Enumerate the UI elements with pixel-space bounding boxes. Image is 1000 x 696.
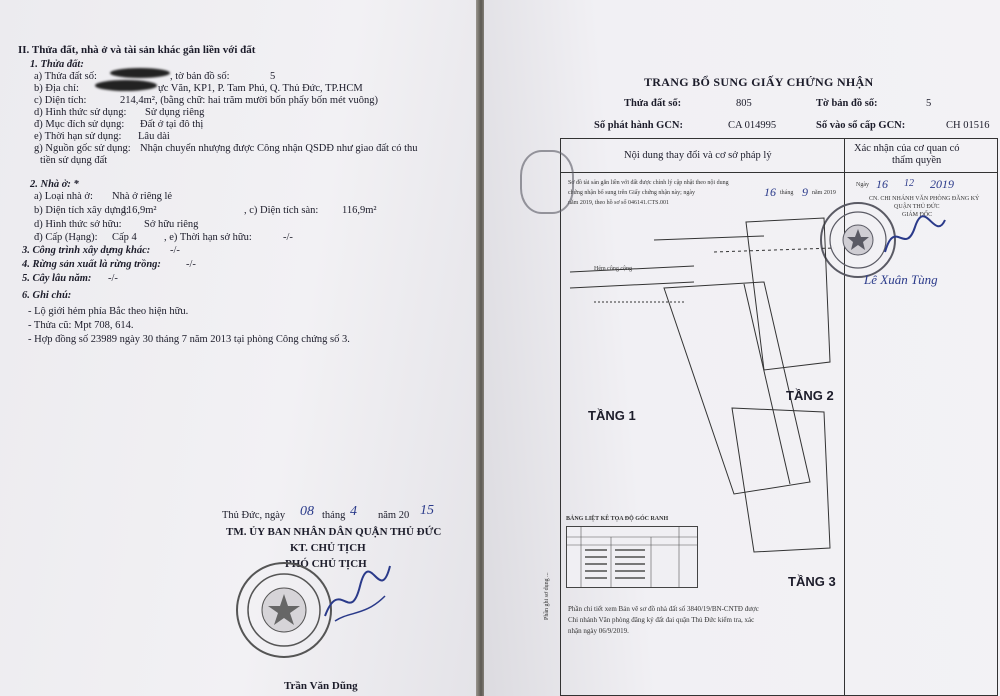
house-dd-value: Cấp 4 [112, 232, 137, 243]
house-a-label: a) Loại nhà ở: [34, 191, 93, 202]
land-dd-label: đ) Mục đích sử dụng: [34, 119, 125, 130]
land-area: 214,4m², (bằng chữ: hai trăm mười bốn phẩy bốn mét vuông) [120, 95, 379, 106]
col-confirm-header-2: thẩm quyền [892, 155, 942, 166]
signer-name: Trần Văn Dũng [284, 680, 358, 692]
item6-label: 6. Ghi chú: [22, 290, 72, 301]
house-d-label: d) Hình thức sở hữu: [34, 219, 122, 230]
col-changes-header: Nội dung thay đổi và cơ sở pháp lý [624, 150, 772, 161]
seal-emblem-icon [238, 564, 330, 656]
coordinate-table-title: BẢNG LIỆT KÊ TỌA ĐỘ GÓC RANH [566, 516, 669, 522]
handwritten-signature [320, 556, 400, 636]
issue-number-value: CA 014995 [728, 120, 777, 131]
confirm-month: 12 [904, 178, 914, 189]
item4-value: -/- [186, 259, 196, 270]
sign-date-prefix: Thủ Đức, ngày [222, 510, 286, 521]
house-c-value: 116,9m² [342, 205, 377, 216]
parcel-value: 805 [736, 98, 752, 109]
item3-value: -/- [170, 245, 180, 256]
land-heading: 1. Thửa đất: [30, 59, 84, 70]
land-address: ực Văn, KP1, P. Tam Phú, Q. Thủ Đức, TP.HCM [158, 83, 363, 94]
change-month: 9 [802, 185, 808, 199]
land-sheet-no: 5 [270, 71, 276, 82]
sign-date-month-label: tháng [322, 510, 346, 521]
col-confirm-header-1: Xác nhận của cơ quan có [854, 143, 960, 154]
land-e-label: e) Thời hạn sử dụng: [34, 131, 122, 142]
left-certificate-page [0, 0, 478, 696]
house-b-value: 116,9m² [122, 205, 157, 216]
item3-label: 3. Công trình xây dựng khác: [22, 245, 151, 256]
land-d-label: d) Hình thức sử dụng: [34, 107, 127, 118]
supplement-title: TRANG BỔ SUNG GIẤY CHỨNG NHẬN [644, 75, 874, 89]
note-line: - Thửa cũ: Mpt 708, 614. [28, 320, 134, 331]
change-year: năm 2019 [812, 190, 836, 196]
right-supplement-page [484, 0, 1000, 696]
house-c-label: , c) Diện tích sàn: [244, 205, 319, 216]
note-line: - Hợp đồng số 23989 ngày 30 tháng 7 năm 2013 tại phòng Công chứng số 3. [28, 334, 350, 345]
change-text-line-3: năm 2019, theo hồ sơ số 046141.CTS.001 [568, 200, 670, 206]
footer-line-1: Phần chi tiết xem Bản vẽ sơ đồ nhà đất số 3840/19/BN-CNTĐ được [568, 605, 759, 613]
item5-value: -/- [108, 273, 118, 284]
officer-signature [880, 212, 950, 262]
change-day: 16 [764, 185, 776, 199]
road-label: Hẻm công cộng [594, 266, 632, 272]
footer-line-3: nhận ngày 06/9/2019. [568, 627, 629, 635]
note-line: - Lộ giới hẻm phía Bắc theo hiện hữu. [28, 306, 189, 317]
kt-chairman: KT. CHỦ TỊCH [290, 542, 366, 554]
house-heading: 2. Nhà ở: * [30, 179, 79, 190]
edge-stamp [520, 150, 574, 214]
sheet-value: 5 [926, 98, 932, 109]
land-g-value-2: tiền sử dụng đất [40, 155, 108, 166]
change-month-label: tháng [780, 190, 794, 196]
office-line-3: GIÁM ĐỐC [902, 212, 933, 218]
parcel-label: Thửa đất số: [624, 98, 682, 109]
sheet-label: Tờ bản đồ số: [816, 98, 878, 109]
item4-label: 4. Rừng sản xuất là rừng trồng: [22, 259, 161, 270]
book-number-value: CH 01516 [946, 120, 990, 131]
officer-name: Lê Xuân Tùng [864, 272, 938, 287]
change-text-line-2: chứng nhận bổ sung trên Giấy chứng nhận này; ngày [568, 190, 695, 196]
redaction-mark [95, 80, 157, 91]
office-line-1: CN. CHI NHÁNH VĂN PHÒNG ĐĂNG KÝ [869, 196, 980, 202]
item5-label: 5. Cây lâu năm: [22, 273, 92, 284]
floor-1-label: TẦNG 1 [588, 408, 636, 423]
sign-date-day: 08 [300, 504, 314, 519]
land-c-label: c) Diện tích: [34, 95, 87, 106]
redaction-mark [110, 68, 170, 78]
land-a-tail: , tờ bản đồ số: [170, 71, 230, 82]
coordinate-table [566, 526, 698, 588]
confirm-day: 16 [876, 177, 888, 191]
house-a-value: Nhà ở riêng lẻ [112, 191, 173, 202]
table-header-divider [560, 172, 998, 173]
land-a-label: a) Thửa đất số: [34, 71, 97, 82]
coordinate-table-grid [567, 527, 697, 587]
house-dd-label: đ) Cấp (Hạng): [34, 232, 98, 243]
land-d-value: Sử dụng riêng [145, 107, 205, 118]
issuing-authority: TM. ỦY BAN NHÂN DÂN QUẬN THỦ ĐỨC [226, 526, 442, 538]
vertical-margin-note: Phần ghi sơ dụng ... [544, 572, 550, 620]
house-d-value: Sở hữu riêng [144, 219, 199, 230]
land-dd-value: Đất ở tại đô thị [140, 119, 204, 130]
sign-date-month: 4 [350, 504, 357, 519]
office-line-2: QUẬN THỦ ĐỨC [894, 204, 940, 210]
confirm-year: 2019 [930, 177, 954, 191]
floor-3-label: TẦNG 3 [788, 574, 836, 589]
sign-date-year-label: năm 20 [378, 510, 410, 521]
house-e-label: , e) Thời hạn sở hữu: [164, 232, 252, 243]
land-g-label: g) Nguồn gốc sử dụng: [34, 143, 131, 154]
land-g-value: Nhận chuyển nhượng được Công nhận QSDĐ như giao đất có thu [140, 143, 418, 154]
sign-date-year: 15 [420, 503, 434, 518]
house-b-label: b) Diện tích xây dựng: [34, 205, 129, 216]
issue-number-label: Số phát hành GCN: [594, 120, 683, 131]
footer-line-2: Chi nhánh Văn phòng đăng ký đất đai quận Thủ Đức kiểm tra, xác [568, 616, 755, 624]
section-title: II. Thửa đất, nhà ở và tài sản khác gắn liền với đất [18, 44, 256, 56]
vice-chairman: PHÓ CHỦ TỊCH [285, 558, 367, 570]
land-e-value: Lâu dài [138, 131, 170, 142]
land-b-label: b) Địa chỉ: [34, 83, 79, 94]
house-e-value: -/- [283, 232, 293, 243]
change-text-line-1: Sơ đồ tài sản gắn liền với đất được chỉnh lý cập nhật theo nội dung [568, 180, 729, 186]
official-seal [236, 562, 332, 658]
book-number-label: Số vào sổ cấp GCN: [816, 120, 906, 131]
floor-2-label: TẦNG 2 [786, 388, 834, 403]
confirm-date-prefix: Ngày [856, 182, 869, 188]
